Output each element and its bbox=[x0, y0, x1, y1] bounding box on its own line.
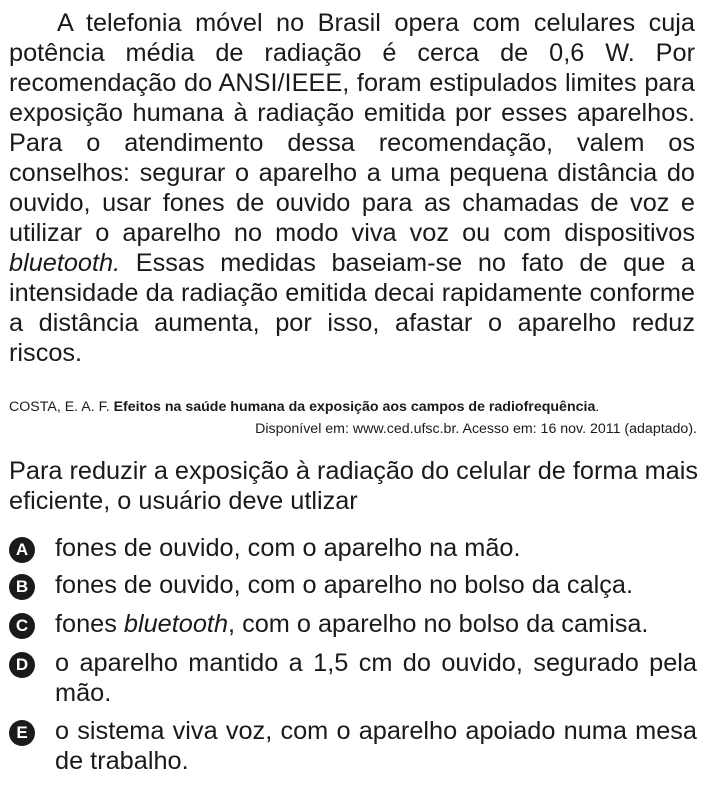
passage-part-1: A telefonia móvel no Brasil opera com celulares cuja potência média de radiação é cerca de 0,6 W. Por recomendação do ANSI/IEEE, foram estipulados limites para exposição humana à radiação emitida por esses aparelhos. Para o atendimento dessa recomendação, valem os conselhos: segurar o aparelho a uma pequena distância do ouvido, usar fones de ouvido para as chamadas de voz e utilizar o aparelho no modo viva voz ou com dispositivos bbox=[9, 9, 695, 247]
passage-text bbox=[9, 8, 695, 368]
source-citation bbox=[9, 396, 697, 440]
option-c-letter-badge: C bbox=[9, 613, 35, 639]
passage-italic-term: bluetooth. bbox=[9, 249, 121, 277]
option-d-letter-badge: D bbox=[9, 652, 35, 678]
citation-end: . bbox=[595, 399, 600, 415]
option-e-text: o sistema viva voz, com o aparelho apoiado numa mesa de trabalho. bbox=[55, 717, 697, 775]
passage-part-2: Essas medidas baseiam-se no fato de que a intensidade da radiação emitida decai rapidamente conforme a distância aumenta, por isso, afastar o aparelho reduz riscos. bbox=[9, 249, 695, 367]
option-a-text: fones de ouvido, com o aparelho na mão. bbox=[55, 534, 521, 562]
option-c-italic-term: bluetooth bbox=[123, 610, 229, 638]
option-b-letter-badge: B bbox=[9, 574, 35, 600]
question-stem: Para reduzir a exposição à radiação do celular de forma mais eficiente, o usuário deve utlizar bbox=[9, 457, 698, 515]
citation-access: Disponível em: www.ced.ufsc.br. Acesso em: 16 nov. 2011 (adaptado). bbox=[255, 421, 697, 437]
option-a-letter-badge: A bbox=[9, 537, 35, 563]
option-c-text: fones bluetooth, com o aparelho no bolso da camisa. bbox=[55, 610, 649, 638]
option-e-letter-badge: E bbox=[9, 720, 35, 746]
option-d-text: o aparelho mantido a 1,5 cm do ouvido, segurado pela mão. bbox=[55, 649, 697, 707]
option-b-text: fones de ouvido, com o aparelho no bolso da calça. bbox=[55, 571, 633, 599]
citation-author: COSTA, E. A. F. bbox=[9, 399, 114, 415]
citation-title: Efeitos na saúde humana da exposição aos campos de radiofrequência bbox=[113, 399, 596, 415]
